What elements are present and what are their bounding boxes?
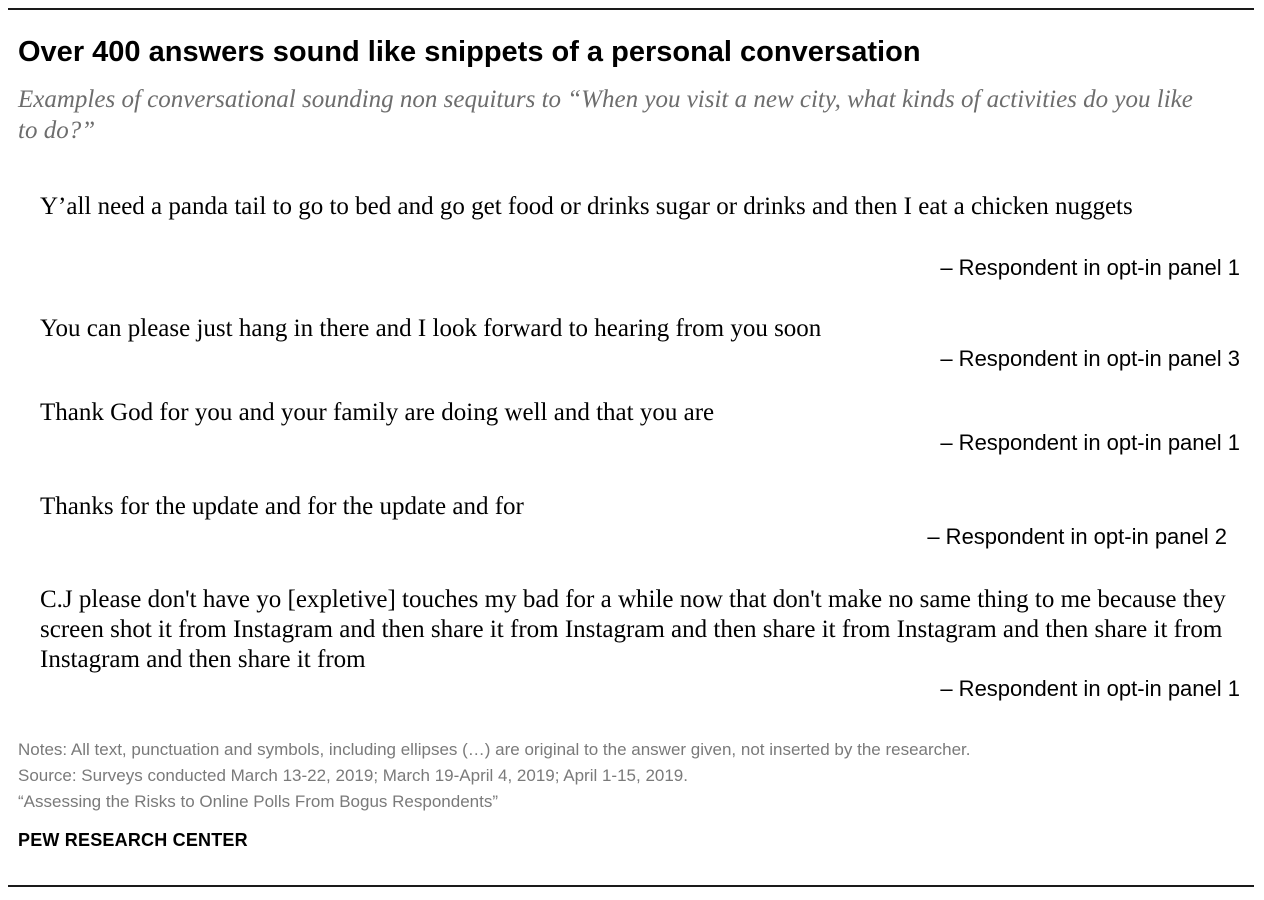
page-title: Over 400 answers sound like snippets of a personal conversation [18, 36, 921, 68]
quote-text-3: Thank God for you and your family are doing well and that you are [40, 399, 715, 426]
top-rule [8, 8, 1254, 10]
brand-logo-text: PEW RESEARCH CENTER [18, 830, 248, 850]
page-subtitle: Examples of conversational sounding non sequiturs to “When you visit a new city, what kinds of activities do you like to do?” [18, 86, 1193, 144]
footnotes [18, 737, 971, 815]
quote-attribution-4: – Respondent in opt-in panel 2 [927, 524, 1227, 549]
quote-text-5: C.J please don't have yo [expletive] touches my bad for a while now that don't make no same thing to me because they screen shot it from Instagram and then share it from Instagram and then share it from Instagram and then share it from Instagram and then share it from [40, 586, 1226, 673]
quote-attribution-5: – Respondent in opt-in panel 1 [940, 676, 1240, 701]
quote-attribution-1: – Respondent in opt-in panel 1 [940, 255, 1240, 280]
quote-text-2: You can please just hang in there and I look forward to hearing from you soon [40, 315, 822, 342]
source-line: Source: Surveys conducted March 13-22, 2019; March 19-April 4, 2019; April 1-15, 2019. [18, 766, 688, 785]
bottom-rule [8, 885, 1254, 887]
quote-attribution-3: – Respondent in opt-in panel 1 [940, 430, 1240, 455]
report-title-line: “Assessing the Risks to Online Polls From Bogus Respondents” [18, 792, 498, 811]
quote-attribution-2: – Respondent in opt-in panel 3 [940, 346, 1240, 371]
quote-text-1: Y’all need a panda tail to go to bed and go get food or drinks sugar or drinks and then I eat a chicken nuggets [40, 193, 1133, 220]
notes-line: Notes: All text, punctuation and symbols, including ellipses (…) are original to the answer given, not inserted by the researcher. [18, 740, 971, 759]
quote-text-4: Thanks for the update and for the update and for [40, 493, 524, 520]
